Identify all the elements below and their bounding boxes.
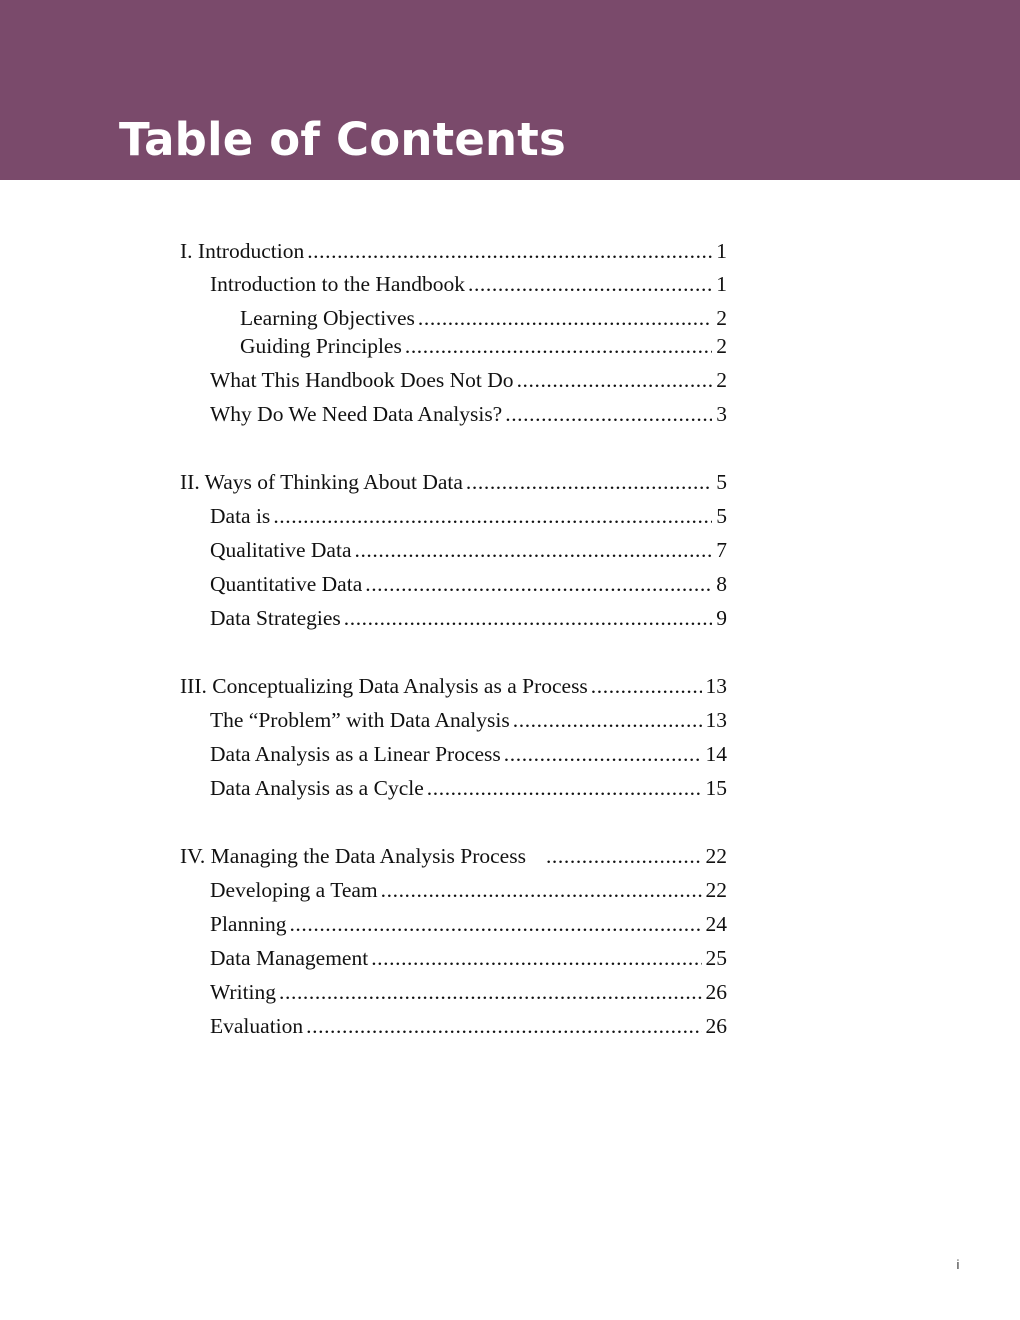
dot-leader bbox=[504, 739, 702, 769]
dot-leader bbox=[468, 269, 712, 299]
toc-entry-linear-process[interactable] bbox=[210, 739, 727, 769]
dot-leader bbox=[307, 236, 712, 266]
toc-entry-label: Data Strategies bbox=[210, 606, 341, 630]
toc-entry-data-management[interactable] bbox=[210, 943, 727, 973]
toc-entry-page: 25 bbox=[705, 946, 727, 970]
toc-entry-page: 5 bbox=[716, 470, 727, 494]
dot-leader bbox=[354, 535, 712, 565]
toc-entry-why-do-we-need-data-analysis[interactable] bbox=[210, 399, 727, 429]
toc-entry-label: IV. Managing the Data Analysis Process bbox=[180, 844, 526, 868]
toc-entry-page: 24 bbox=[705, 912, 727, 936]
toc-entry-page: 26 bbox=[705, 980, 727, 1004]
dot-leader bbox=[546, 841, 702, 871]
toc-entry-developing-a-team[interactable] bbox=[210, 875, 727, 905]
toc-entry-writing[interactable] bbox=[210, 977, 727, 1007]
toc-entry-page: 2 bbox=[716, 334, 727, 358]
toc-entry-page: 7 bbox=[716, 538, 727, 562]
toc-entry-label: Data is bbox=[210, 504, 271, 528]
dot-leader bbox=[279, 977, 701, 1007]
dot-leader bbox=[505, 399, 712, 429]
toc-entry-planning[interactable] bbox=[210, 909, 727, 939]
toc-entry-problem-with-data-analysis[interactable] bbox=[210, 705, 727, 735]
page-number: i bbox=[956, 1257, 960, 1272]
dot-leader bbox=[427, 773, 702, 803]
toc-entry-what-this-handbook-does-not-do[interactable] bbox=[210, 365, 727, 395]
toc-entry-label: Quantitative Data bbox=[210, 572, 363, 596]
dot-leader bbox=[273, 501, 712, 531]
dot-leader bbox=[381, 875, 702, 905]
toc-entry-quantitative-data[interactable] bbox=[210, 569, 727, 599]
dot-leader bbox=[466, 467, 712, 497]
toc-entry-page: 2 bbox=[716, 306, 727, 330]
toc-entry-label: Planning bbox=[210, 912, 287, 936]
toc-entry-label: Qualitative Data bbox=[210, 538, 352, 562]
dot-leader bbox=[371, 943, 701, 973]
toc-entry-page: 13 bbox=[705, 708, 727, 732]
toc-entry-label: Data Analysis as a Cycle bbox=[210, 776, 424, 800]
dot-leader bbox=[306, 1011, 701, 1041]
toc-entry-qualitative-data[interactable] bbox=[210, 535, 727, 565]
dot-leader bbox=[344, 603, 713, 633]
toc-entry-page: 15 bbox=[705, 776, 727, 800]
toc-entry-label: What This Handbook Does Not Do bbox=[210, 368, 514, 392]
toc-section-conceptualizing[interactable] bbox=[180, 671, 727, 701]
dot-leader bbox=[513, 705, 702, 735]
toc-entry-label: Developing a Team bbox=[210, 878, 378, 902]
toc-entry-page: 13 bbox=[705, 674, 727, 698]
page-title: Table of Contents bbox=[119, 113, 566, 166]
toc-entry-evaluation[interactable] bbox=[210, 1011, 727, 1041]
toc-entry-page: 5 bbox=[716, 504, 727, 528]
toc-entry-label: Evaluation bbox=[210, 1014, 304, 1038]
dot-leader bbox=[418, 303, 712, 333]
toc-entry-guiding-principles[interactable] bbox=[240, 331, 727, 361]
dot-leader bbox=[405, 331, 712, 361]
toc-entry-page: 1 bbox=[716, 239, 727, 263]
toc-entry-introduction-to-the-handbook[interactable] bbox=[210, 269, 727, 299]
toc-entry-label: The “Problem” with Data Analysis bbox=[210, 708, 510, 732]
toc-entry-page: 2 bbox=[716, 368, 727, 392]
toc-entry-label: Introduction to the Handbook bbox=[210, 272, 465, 296]
toc-entry-page: 1 bbox=[716, 272, 727, 296]
toc-entry-label: I. Introduction bbox=[180, 239, 305, 263]
toc-entry-page: 22 bbox=[705, 878, 727, 902]
toc-entry-label: Writing bbox=[210, 980, 277, 1004]
toc-entry-page: 14 bbox=[705, 742, 727, 766]
toc-entry-label: Why Do We Need Data Analysis? bbox=[210, 402, 503, 426]
toc-entry-data-strategies[interactable] bbox=[210, 603, 727, 633]
toc-entry-page: 8 bbox=[716, 572, 727, 596]
toc-entry-learning-objectives[interactable] bbox=[240, 303, 727, 333]
toc-entry-page: 22 bbox=[705, 844, 727, 868]
toc-section-managing[interactable] bbox=[180, 841, 727, 871]
dot-leader bbox=[591, 671, 702, 701]
toc-entry-label: Data Management bbox=[210, 946, 369, 970]
toc-entry-label: Learning Objectives bbox=[240, 306, 415, 330]
toc-entry-cycle[interactable] bbox=[210, 773, 727, 803]
toc-entry-label: II. Ways of Thinking About Data bbox=[180, 470, 463, 494]
toc-entry-label: III. Conceptualizing Data Analysis as a Process bbox=[180, 674, 588, 698]
toc-section-introduction[interactable] bbox=[180, 236, 727, 266]
toc-entry-label: Data Analysis as a Linear Process bbox=[210, 742, 501, 766]
dot-leader bbox=[517, 365, 713, 395]
toc-entry-page: 3 bbox=[716, 402, 727, 426]
toc-entry-data-is[interactable] bbox=[210, 501, 727, 531]
toc-entry-label: Guiding Principles bbox=[240, 334, 402, 358]
toc-entry-page: 9 bbox=[716, 606, 727, 630]
toc-entry-page: 26 bbox=[705, 1014, 727, 1038]
toc-section-ways-of-thinking[interactable] bbox=[180, 467, 727, 497]
dot-leader bbox=[289, 909, 701, 939]
dot-leader bbox=[365, 569, 712, 599]
